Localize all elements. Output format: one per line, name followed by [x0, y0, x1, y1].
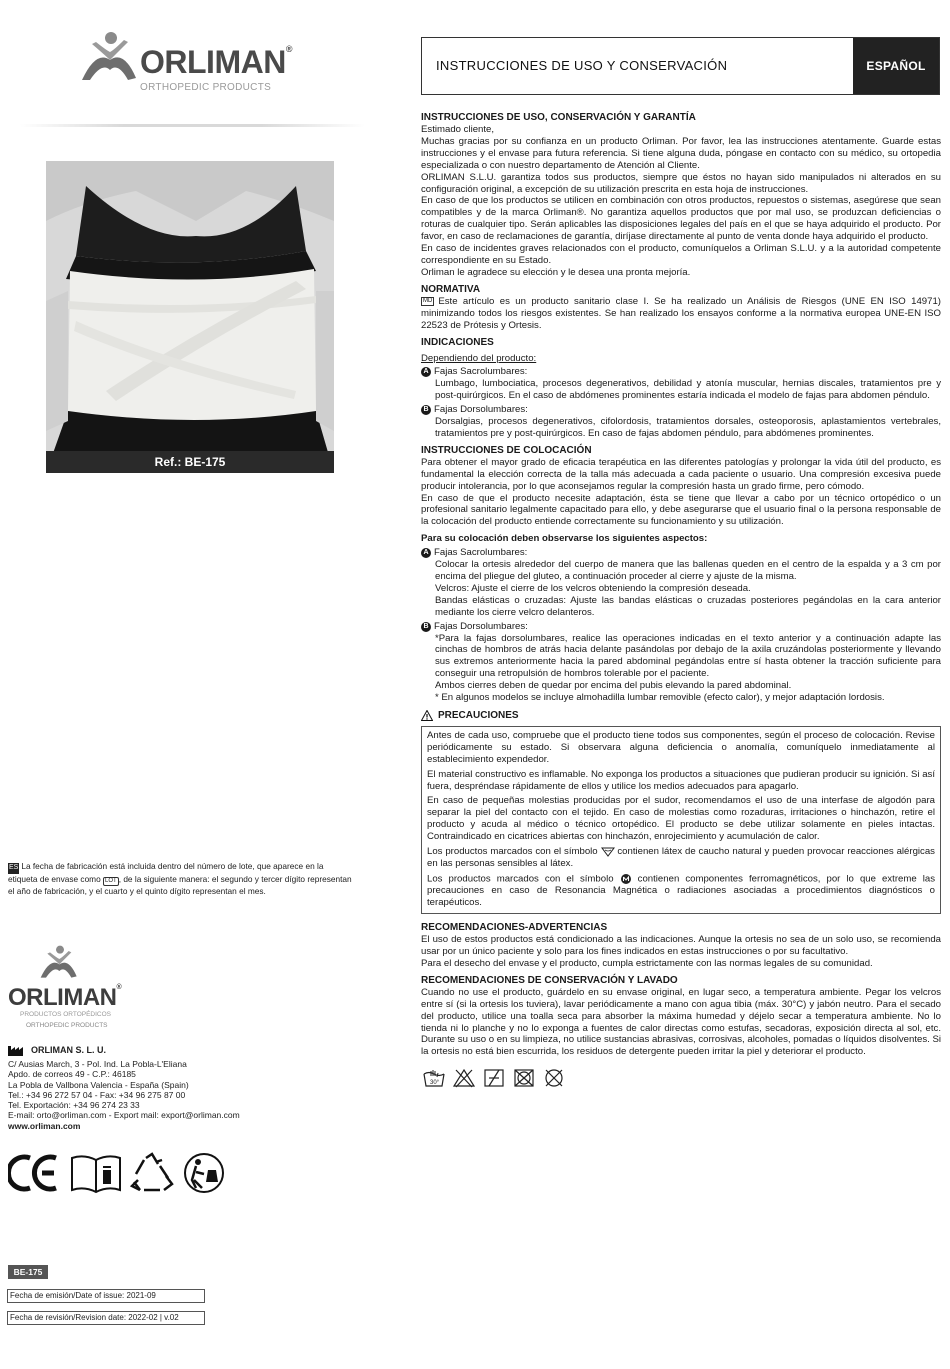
company-phone: Tel.: +34 96 272 57 04 - Fax: +34 96 275 87 00	[8, 1089, 186, 1100]
latex-icon	[601, 847, 615, 857]
list-item	[421, 404, 941, 416]
no-bleach-icon	[453, 1068, 475, 1088]
company-info	[8, 1044, 308, 1131]
no-dry-clean-icon	[543, 1068, 565, 1088]
company-export-phone: Tel. Exportación: +34 96 274 23 33	[8, 1100, 140, 1111]
paragraph: En caso de pequeñas molestias producidas por el sudor, recomendamos el uso de una interfase de algodón para separar la piel del contacto con el tejido. En caso de molestias como rozaduras, irritaciones o hinchazón, retire el producto y acuda al médico o técnico ortopédico. El producto se debe utilizar solamente en pieles intactas. Contraindicado en cicatrices abiertas con hinchazón, enrojecimiento y acumulación de calor.	[427, 795, 935, 843]
lot-symbol-icon: LOT	[105, 877, 117, 884]
recycle-icon	[130, 1152, 174, 1194]
orliman-logo	[78, 30, 318, 100]
brand-tagline: ORTHOPEDIC PRODUCTS	[140, 82, 272, 93]
lot-note-text-2: , de la siguiente manera: el segundo y tercer dígito representan el año de fabricación, y el cuarto y el quinto dígito representan el mes.	[8, 873, 352, 896]
document-header	[421, 37, 940, 95]
item-title: Fajas Sacrolumbares:	[434, 366, 528, 378]
paragraph: Ambos cierres deben de quedar por encima del pubis elevando la pared abdominal.	[435, 680, 792, 692]
product-reference: Ref.: BE-175	[46, 451, 334, 473]
list-item	[421, 547, 941, 559]
language-label: ESPAÑOL	[853, 38, 939, 94]
list-item	[421, 366, 941, 378]
instructions-content	[421, 112, 941, 1088]
paragraph: En caso de incidentes graves relacionados con el producto, comuníquelos a Orliman S.L.U. y a la autoridad competente correspondiente en su Estado.	[421, 243, 941, 266]
paragraph: El material constructivo es inflamable. No exponga los productos a situaciones que pudieran producir su ignición. Si así fuera, despréndase rápidamente de ellos y utilice los medios adecuados para apagarlo.	[427, 768, 935, 792]
orliman-figure-icon	[38, 944, 78, 982]
brand-line-1: PRODUCTOS ORTOPÉDICOS	[20, 1011, 112, 1018]
issue-date: Fecha de emisión/Date of issue: 2021-09	[7, 1289, 205, 1303]
paragraph: * En algunos modelos se incluye almohadilla lumbar removible (efecto calor), y mejor adaptación lordosis.	[435, 692, 885, 704]
disposal-person-icon	[182, 1152, 226, 1194]
paragraph: Para obtener el mayor grado de eficacia terapéutica en las diferentes patologías y prolongar la vida útil del producto, es fundamental la elección correcta de la talla más adecuada a cada paciente o usuario. Una compresión excesiva puede producir intolerancia, por lo que aconsejamos regular la compresión hasta un grado firme, pero cómodo.	[421, 456, 941, 492]
revision-date: Fecha de revisión/Revision date: 2022-02 | v.02	[7, 1311, 205, 1325]
paragraph: Los productos marcados con el símbolo contienen componentes ferromagnéticos, por lo que extreme las precauciones en caso de Resonancia Magnética o radiaciones asociadas a procedimientos diagnósticos o terapéuticos.	[427, 873, 935, 909]
svg-text:30°: 30°	[430, 1080, 440, 1087]
magnet-icon	[620, 873, 632, 885]
paragraph: Orliman le agradece su elección y le desea una pronta mejoría.	[421, 266, 691, 278]
section-title-care: RECOMENDACIONES DE CONSERVACIÓN Y LAVADO	[421, 974, 678, 986]
precautions-heading	[421, 710, 941, 722]
paragraph: Lumbago, lumbociatica, procesos degenerativos, debilidad y atonía muscular, hernias discales, tratamientos pre y post-quirúrgicos. En el caso de abdómenes prominentes estaría indicada el modelo de fajas para abdomen péndulo.	[435, 378, 941, 402]
item-title: Fajas Sacrolumbares:	[434, 547, 528, 559]
paragraph: En caso de que el producto necesite adaptación, ésta se tiene que llevar a cabo por un técnico ortopédico o un profesional sanitario legalmente capacitado para ello, y debe asegurarse que el usuario final o la persona responsable de la colocación del producto entiende correctamente su funcionamiento y su utilización.	[421, 492, 941, 528]
paragraph: Colocar la ortesis alrededor del cuerpo de manera que las ballenas queden en el centro de la espalda y a 3 cm por encima del pliegue del gluteo, a continuación proceder al cierre y ajuste de la misma.	[435, 559, 941, 582]
regulatory-symbols	[8, 1152, 238, 1198]
care-symbols	[421, 1068, 941, 1088]
lot-note	[8, 861, 353, 896]
company-website: www.orliman.com	[8, 1120, 81, 1131]
subheading: Dependiendo del producto:	[421, 352, 537, 364]
company-email: E-mail: orto@orliman.com - Export mail: export@orliman.com	[8, 1110, 240, 1121]
instructions-book-icon	[70, 1152, 122, 1194]
no-tumble-dry-icon	[513, 1068, 535, 1088]
hand-wash-icon	[423, 1068, 445, 1088]
paragraph: Bandas elásticas o cruzadas: Ajuste las bandas elásticas o cruzadas posteriores pegándolas en la cara anterior mediante los cierre velcro delanteros.	[435, 594, 941, 618]
section-title-placement: INSTRUCCIONES DE COLOCACIÓN	[421, 444, 592, 456]
section-title-usage: INSTRUCCIONES DE USO, CONSERVACIÓN Y GARANTÍA	[421, 112, 696, 123]
paragraph: Velcros: Ajuste el cierre de los velcros obteniendo la compresión deseada.	[435, 582, 751, 594]
paragraph: Cuando no use el producto, guárdelo en su envase original, en lugar seco, a temperatura ambiente. Pegar los velcros entre sí (si la ortesis los tuviera), lavar periódicamente a mano con agua tibia (máx. 30°C) y jabón neutro. Para el secado del producto, utilice una toalla seca para absorber la máxima humedad y déjelo secar a temperatura ambiente. No lo tienda ni lo planche y no lo exponga a fuentes de calor directas como estufas, secadoras, exposición directa al sol, etc. Durante su uso o en su limpieza, no utilice sustancias abrasivas, corrosivas, alcoholes, pomadas o líquidos disolventes. Si la ortesis no está bien escurrida, los residuos de detergente pueden irritar la piel y deteriorar el producto.	[421, 986, 941, 1058]
language-badge: ES	[8, 863, 19, 874]
paragraph: MD Este artículo es un producto sanitario clase I. Se ha realizado un Análisis de Riesgos (UNE EN ISO 14971) minimizando todos los riesgos existentes. Se han realizado los ensayos conforme a la normativa europea UNE-EN ISO 22523 de Prótesis y Ortesis.	[421, 295, 941, 331]
paragraph: Dorsalgias, procesos degenerativos, cifolordosis, tratamientos dorsales, osteoporosis, aplastamientos vertebrales, tratamientos pre y post-quirúrgicos. En caso de fajas abdomen péndulo, para abdómenes prominentes.	[435, 416, 941, 439]
company-name: ORLIMAN S. L. U.	[31, 1044, 106, 1055]
bold-paragraph: Para su colocación deben observarse los siguientes aspectos:	[421, 533, 708, 545]
paragraph: Muchas gracias por su confianza en un producto Orliman. Por favor, lea las instrucciones atentamente. Guarde estas instrucciones y el envase para futura referencia. Si tiene alguna duda, póngase en contacto con su médico, su ortopedia especializada o con nuestro departamento de Atención al Cliente.	[421, 135, 941, 171]
letter-a-icon: A	[421, 548, 431, 558]
section-title-precautions: PRECAUCIONES	[438, 709, 519, 721]
ce-mark-icon	[8, 1152, 60, 1194]
manufacturer-icon	[8, 1044, 26, 1056]
paragraph: Los productos marcados con el símbolo contienen látex de caucho natural y pueden provocar reacciones alérgicas en las personas sensibles al látex.	[427, 846, 935, 869]
reference-tag: BE-175	[8, 1265, 48, 1279]
paragraph: Antes de cada uso, compruebe que el producto tiene todos sus componentes, según el proceso de colocación. Revise periódicamente su estado. Si observara alguna deficiencia o anomalía, comuníquelo inmediatamente al establecimiento expendedor.	[427, 729, 935, 765]
paragraph: Estimado cliente,	[421, 124, 495, 135]
paragraph: El uso de estos productos está condicionado a las indicaciones. Aunque la ortesis no sea de un solo uso, se recomienda usar por un único paciente y solo para los fines indicados en estas instrucciones o por su facultativo.	[421, 934, 941, 957]
section-title-regulation: NORMATIVA	[421, 283, 481, 295]
section-title-warnings: RECOMENDACIONES-ADVERTENCIAS	[421, 922, 608, 934]
divider	[20, 124, 365, 127]
company-address-2: Apdo. de correos 49 - C.P.: 46185	[8, 1069, 136, 1080]
brand-name: ORLIMAN®	[140, 44, 292, 80]
lot-note-text: La fecha de fabricación está incluida dentro del número de lote, que aparece en la etiqueta de envase como	[8, 861, 324, 884]
dry-flat-icon	[483, 1068, 505, 1088]
precautions-box	[421, 726, 941, 914]
warning-icon	[421, 710, 433, 721]
paragraph: En caso de que los productos se utilicen en combinación con otros productos, repuestos o sistemas, asegúrese que sean compatibles y de la marca Orliman®. No garantiza aquellos productos que por mal uso, se produzcan deficiencias o roturas de cualquier tipo. Serán aplicables las disposiciones legales del país en el que se haya adquirido el producto. Por favor, en caso de reclamaciones de garantía, diríjase directamente al punto de venta donde haya adquirido el producto.	[421, 195, 941, 243]
letter-b-icon: B	[421, 405, 431, 415]
orliman-figure-icon	[78, 30, 138, 86]
list-item	[421, 621, 941, 633]
letter-a-icon: A	[421, 367, 431, 377]
company-address-3: La Pobla de Vallbona Valencia - España (Spain)	[8, 1079, 189, 1090]
orliman-logo-bottom	[8, 944, 168, 1034]
item-title: Fajas Dorsolumbares:	[434, 620, 528, 632]
product-photo	[46, 161, 334, 473]
paragraph: *Para la fajas dorsolumbares, realice las operaciones indicadas en el texto anterior y a continuación adapte las cinchas de hombros de atrás hacia delante pasándolas por debajo de la axila cruzándolas posteriormente y llevando sus extremos anteriormente hacia la pared abdominal pegándolas entre sí hasta obtener la tracción suficiente para conseguir una retropulsión de hombros tolerable por el paciente.	[435, 632, 941, 680]
paragraph: ORLIMAN S.L.U. garantiza todos sus productos, siempre que éstos no hayan sido manipulados ni alterados en su configuración original, a excepción de su utilización prescrita en esta hoja de instrucciones.	[421, 171, 941, 195]
document-title: INSTRUCCIONES DE USO Y CONSERVACIÓN	[436, 58, 728, 73]
medical-device-icon: MD	[423, 297, 433, 304]
brand-line-2: ORTHOPEDIC PRODUCTS	[26, 1022, 108, 1029]
letter-b-icon: B	[421, 622, 431, 632]
company-address-1: C/ Ausias March, 3 - Pol. Ind. La Pobla-L'Eliana	[8, 1059, 187, 1069]
section-title-indications: INDICACIONES	[421, 336, 494, 348]
paragraph: Para el desecho del envase y el producto, cumpla estrictamente con las normas legales de su comunidad.	[421, 957, 873, 969]
brand-name: ORLIMAN®	[8, 984, 122, 1011]
item-title: Fajas Dorsolumbares:	[434, 404, 528, 416]
lumbar-belt-image	[46, 161, 334, 473]
